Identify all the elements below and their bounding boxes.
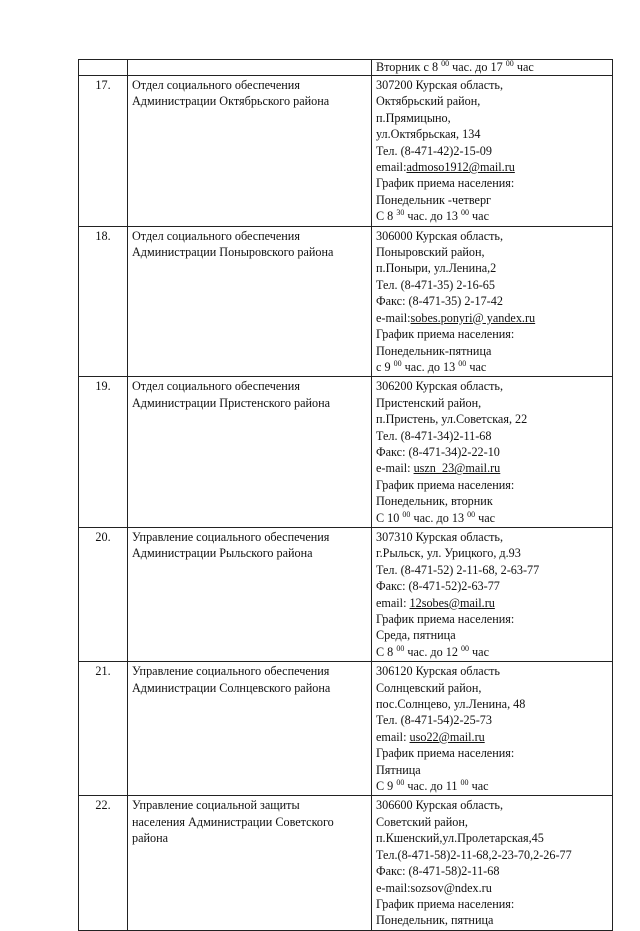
contact-info <box>372 76 613 227</box>
department-name <box>128 377 372 528</box>
schedule-time: С 8 $^{00}$ час. до 12 $^{00}$ час <box>376 643 489 659</box>
address-line: Солнцевский район, <box>376 680 482 695</box>
schedule-time: с 9 $^{00}$ час. до 13 $^{00}$ час <box>376 358 487 374</box>
email-line <box>376 460 608 476</box>
schedule-title: График приема населения: <box>376 477 515 492</box>
department-name-line: Администрации Поныровского района <box>132 245 334 260</box>
schedule-days: Среда, пятница <box>376 628 456 643</box>
email-link[interactable]: sobes.ponyri@ yandex.ru <box>410 310 536 325</box>
address-line: Тел. (8-471-52) 2-11-68, 2-63-77 <box>376 562 540 577</box>
social-services-table <box>78 59 613 931</box>
address-line: 306000 Курская область, <box>376 228 504 243</box>
schedule-title: График приема населения: <box>376 612 515 626</box>
email-prefix: e-mail: <box>376 461 414 476</box>
email-prefix: email: <box>376 160 407 175</box>
schedule-days: Понедельник, вторник <box>376 494 493 509</box>
email-prefix: e-mail:sozsov@ndex.ru <box>376 880 492 895</box>
email-link[interactable]: 12sobes@mail.ru <box>409 595 495 610</box>
email-prefix: e-mail: <box>376 310 411 325</box>
contact-info <box>372 796 613 930</box>
email-line <box>376 880 608 896</box>
department-name <box>128 226 372 377</box>
address-line: Тел. (8-471-54)2-25-73 <box>376 713 492 728</box>
row-number: 22. <box>79 796 128 930</box>
row-number: 18. <box>79 226 128 377</box>
address-line: Тел. (8-471-35) 2-16-65 <box>376 277 495 292</box>
table-row <box>79 76 613 227</box>
department-name-line: населения Администрации Советского <box>132 814 334 829</box>
address-line: ул.Октябрьская, 134 <box>376 127 481 142</box>
address-line: п.Прямицыно, <box>376 110 451 125</box>
department-name-line: Администрации Солнцевского района <box>132 680 331 695</box>
department-name-line: Администрации Пристенского района <box>132 395 331 410</box>
schedule-title: График приема населения: <box>376 896 515 911</box>
schedule-time: Вторник с 8 $^{00}$ час. до 17 $^{00}$ час <box>376 59 534 74</box>
email-prefix: email: <box>376 595 410 610</box>
email-prefix: email: <box>376 729 410 744</box>
schedule-title: График приема населения: <box>376 327 515 342</box>
department-name <box>128 662 372 796</box>
schedule-cell <box>372 60 613 76</box>
department-name <box>128 76 372 227</box>
address-line: 306200 Курская область, <box>376 379 504 394</box>
department-name-line: Управление социального обеспечения <box>132 664 330 679</box>
schedule-days: Пятница <box>376 762 421 777</box>
address-line: п.Поныри, ул.Ленина,2 <box>376 261 497 276</box>
row-number: 19. <box>79 377 128 528</box>
address-line: пос.Солнцево, ул.Ленина, 48 <box>376 697 526 712</box>
address-line: п.Кшенский,ул.Пролетарская,45 <box>376 831 544 846</box>
address-line: 306120 Курская область <box>376 664 500 679</box>
department-name-line: Администрации Рыльского района <box>132 546 313 561</box>
address-line: Тел. (8-471-34)2-11-68 <box>376 428 492 443</box>
department-name-line: Управление социального обеспечения <box>132 529 330 544</box>
address-line: 306600 Курская область, <box>376 798 504 813</box>
schedule-title: График приема населения: <box>376 176 515 191</box>
department-name-line: района <box>132 831 169 846</box>
address-line: Советский район, <box>376 814 468 829</box>
schedule-title: График приема населения: <box>376 746 515 761</box>
schedule-time: С 10 $^{00}$ час. до 13 $^{00}$ час <box>376 509 496 525</box>
table-row <box>79 662 613 796</box>
address-line: п.Пристень, ул.Советская, 22 <box>376 412 528 427</box>
name-cell <box>128 60 372 76</box>
address-line: Тел.(8-471-58)2-11-68,2-23-70,2-26-77 <box>376 847 572 862</box>
address-line: Пристенский район, <box>376 395 482 410</box>
address-line: г.Рыльск, ул. Урицкого, д.93 <box>376 546 521 561</box>
address-line: Поныровский район, <box>376 245 485 260</box>
schedule-days: Понедельник -четверг <box>376 192 492 207</box>
email-link[interactable]: uso22@mail.ru <box>409 729 485 744</box>
department-name <box>128 796 372 930</box>
department-name-line: Отдел социального обеспечения <box>132 228 300 243</box>
email-line <box>376 595 608 611</box>
department-name-line: Отдел социального обеспечения <box>132 379 300 394</box>
address-line: Тел. (8-471-42)2-15-09 <box>376 143 492 158</box>
email-line <box>376 729 608 745</box>
department-name-line: Администрации Октябрьского района <box>132 94 330 109</box>
contact-info <box>372 226 613 377</box>
department-name-line: Отдел социального обеспечения <box>132 78 300 92</box>
address-line: Октябрьский район, <box>376 94 481 109</box>
address-line: Факс: (8-471-58)2-11-68 <box>376 864 500 879</box>
contact-info <box>372 377 613 528</box>
table-row <box>79 796 613 930</box>
row-number: 17. <box>79 76 128 227</box>
address-line: 307200 Курская область, <box>376 78 504 92</box>
table-row-continued <box>79 60 613 76</box>
address-line: Факс: (8-471-52)2-63-77 <box>376 579 500 594</box>
schedule-days: Понедельник-пятница <box>376 343 492 358</box>
schedule-days: Понедельник, пятница <box>376 913 494 928</box>
email-line <box>376 310 608 326</box>
contact-info <box>372 662 613 796</box>
department-name <box>128 527 372 661</box>
address-line: Факс: (8-471-34)2-22-10 <box>376 444 500 459</box>
num-cell <box>79 60 128 76</box>
table-row <box>79 377 613 528</box>
address-line: 307310 Курская область, <box>376 529 504 544</box>
department-name-line: Управление социальной защиты <box>132 798 300 813</box>
email-link[interactable]: uszn_23@mail.ru <box>413 461 501 476</box>
email-link[interactable]: admoso1912@mail.ru <box>406 160 515 175</box>
address-line: Факс: (8-471-35) 2-17-42 <box>376 294 503 309</box>
row-number: 21. <box>79 662 128 796</box>
schedule-time: С 9 $^{00}$ час. до 11 $^{00}$ час <box>376 778 489 794</box>
schedule-time: С 8 $^{30}$ час. до 13 $^{00}$ час <box>376 208 489 224</box>
contact-info <box>372 527 613 661</box>
table-row <box>79 527 613 661</box>
row-number: 20. <box>79 527 128 661</box>
email-line <box>376 159 608 175</box>
table-row <box>79 226 613 377</box>
